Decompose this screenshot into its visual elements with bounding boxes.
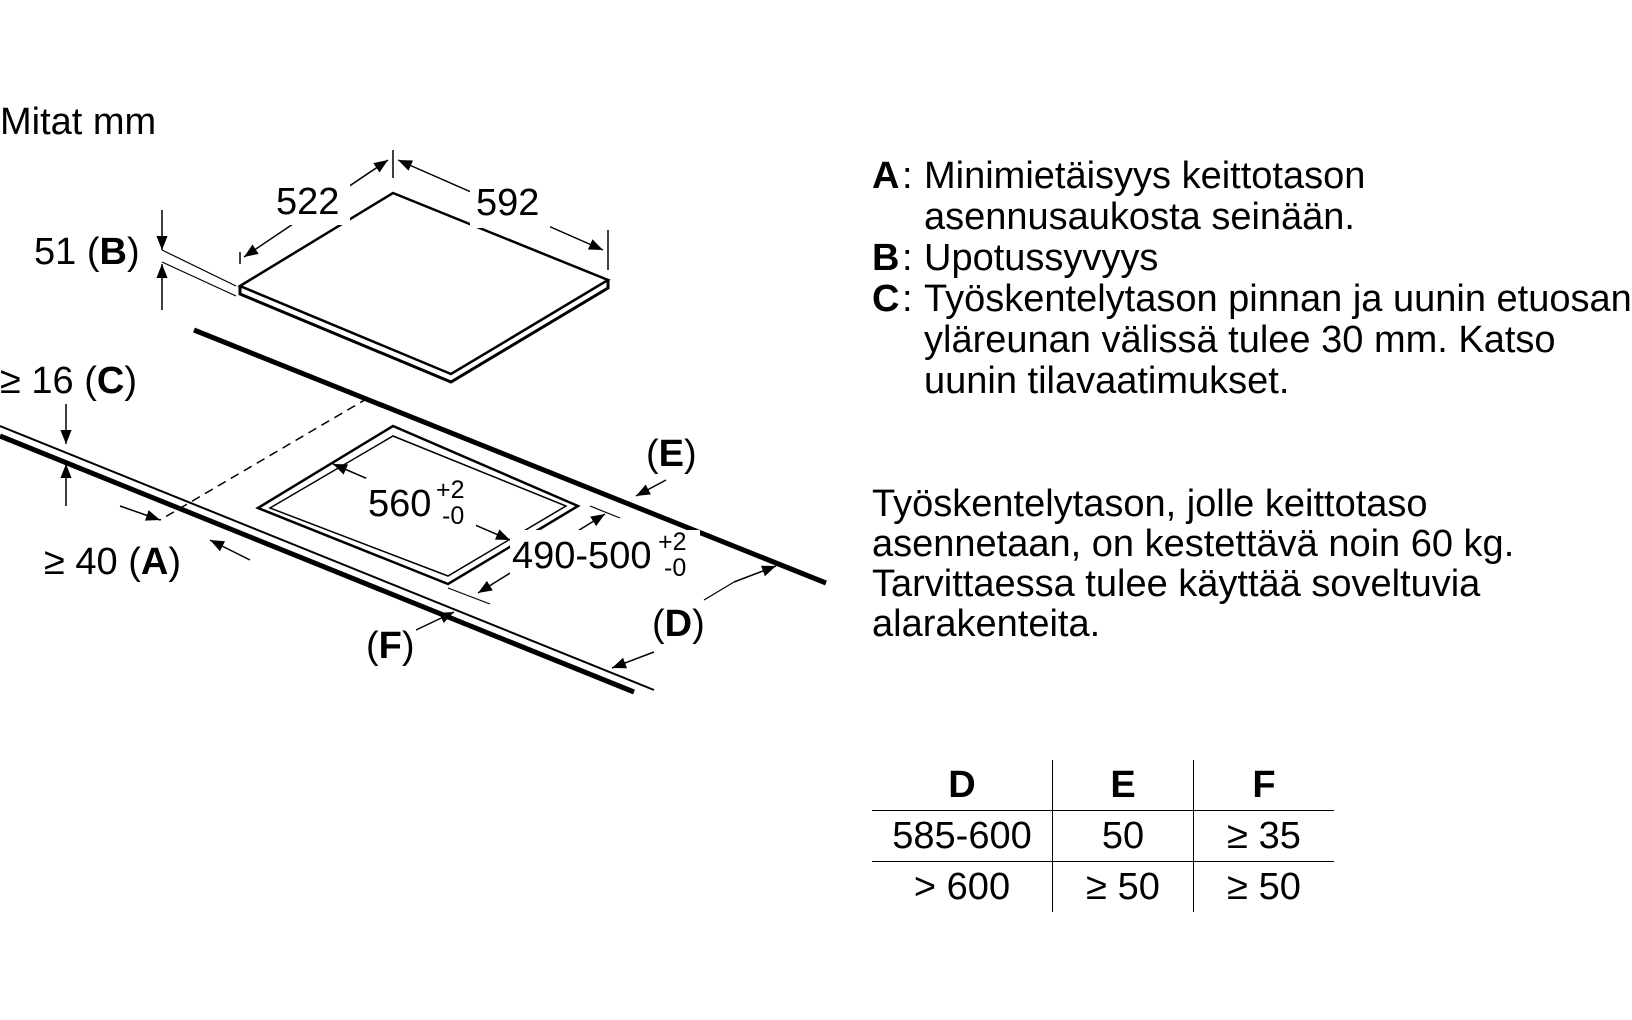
label-d: D	[664, 603, 693, 645]
label-e: E	[658, 433, 685, 475]
svg-text:(E): (E)	[646, 433, 697, 475]
legend-key-b: B	[872, 237, 900, 279]
units-label: Mitat mm	[0, 101, 157, 143]
dim-b-value: 51	[34, 231, 77, 273]
table-cell: ≥ 50	[1194, 862, 1335, 913]
dim-490-500-tol-minus: -0	[664, 554, 687, 582]
table-row	[872, 811, 1334, 862]
marker-f	[366, 612, 454, 667]
dim-c-value: ≥ 16	[0, 360, 74, 402]
legend-item-c: C : Työskentelytason pinnan ja uunin etuosan yläreunan välissä tulee 30 mm. Katso uunin tilavaatimukset.	[872, 278, 1632, 402]
legend-text-a: Minimietäisyys keittotason asennusaukosta seinään.	[924, 155, 1366, 238]
table-header-d: D	[872, 760, 1053, 811]
dim-522-label: 522	[276, 181, 340, 223]
label-c: C	[96, 360, 125, 402]
dimension-592	[398, 160, 608, 270]
legend	[872, 156, 1632, 402]
table-header-f: F	[1194, 760, 1335, 811]
dimension-b	[34, 210, 236, 310]
label-f: F	[378, 625, 402, 667]
svg-text:51 (B): 51 (B)	[34, 231, 140, 273]
svg-text:(F): (F)	[366, 625, 415, 667]
marker-e	[636, 433, 697, 496]
label-b: B	[99, 231, 127, 273]
table-header-e: E	[1053, 760, 1194, 811]
dimension-table	[872, 760, 1334, 912]
table-cell: ≥ 35	[1194, 811, 1335, 862]
label-a: A	[140, 541, 169, 583]
table-cell: 50	[1053, 811, 1194, 862]
legend-text-b: Upotussyvyys	[924, 237, 1159, 279]
dim-490-500-tol-plus: +2	[658, 528, 687, 556]
svg-text:≥ 40 (A): ≥ 40 (A)	[44, 541, 182, 583]
legend-item-b: B : Upotussyvyys	[872, 237, 1159, 279]
marker-d	[612, 566, 776, 668]
svg-text:560	[368, 483, 431, 525]
dim-490-500-label: 490-500	[512, 535, 652, 577]
dim-560-tol-plus: +2	[436, 476, 465, 504]
svg-text:≥ 16 (C): ≥ 16 (C)	[0, 360, 138, 402]
legend-key-c: C	[872, 278, 900, 320]
legend-item-a: A : Minimietäisyys keittotason asennusaukosta seinään.	[872, 155, 1366, 238]
dimension-560	[333, 464, 510, 540]
dim-560-label: 560	[368, 483, 432, 525]
dim-560-tol-minus: -0	[442, 502, 465, 530]
legend-text-c: Työskentelytason pinnan ja uunin etuosan yläreunan välissä tulee 30 mm. Katso uunin tilavaatimukset.	[924, 278, 1632, 402]
dimension-a	[44, 506, 250, 583]
table-row	[872, 862, 1334, 913]
dim-a-value: ≥ 40	[44, 541, 118, 583]
table-cell: 585-600	[872, 811, 1053, 862]
svg-text:(D): (D)	[652, 603, 705, 645]
dim-592-label: 592	[476, 182, 540, 224]
legend-key-a: A	[872, 155, 900, 197]
table-cell: ≥ 50	[1053, 862, 1194, 913]
load-note: Työskentelytason, jolle keittotaso asennetaan, on kestettävä noin 60 kg. Tarvittaessa tulee käyttää soveltuvia alarakenteita.	[872, 483, 1515, 645]
table-cell: > 600	[913, 865, 1011, 908]
dimension-490-500	[448, 506, 700, 604]
